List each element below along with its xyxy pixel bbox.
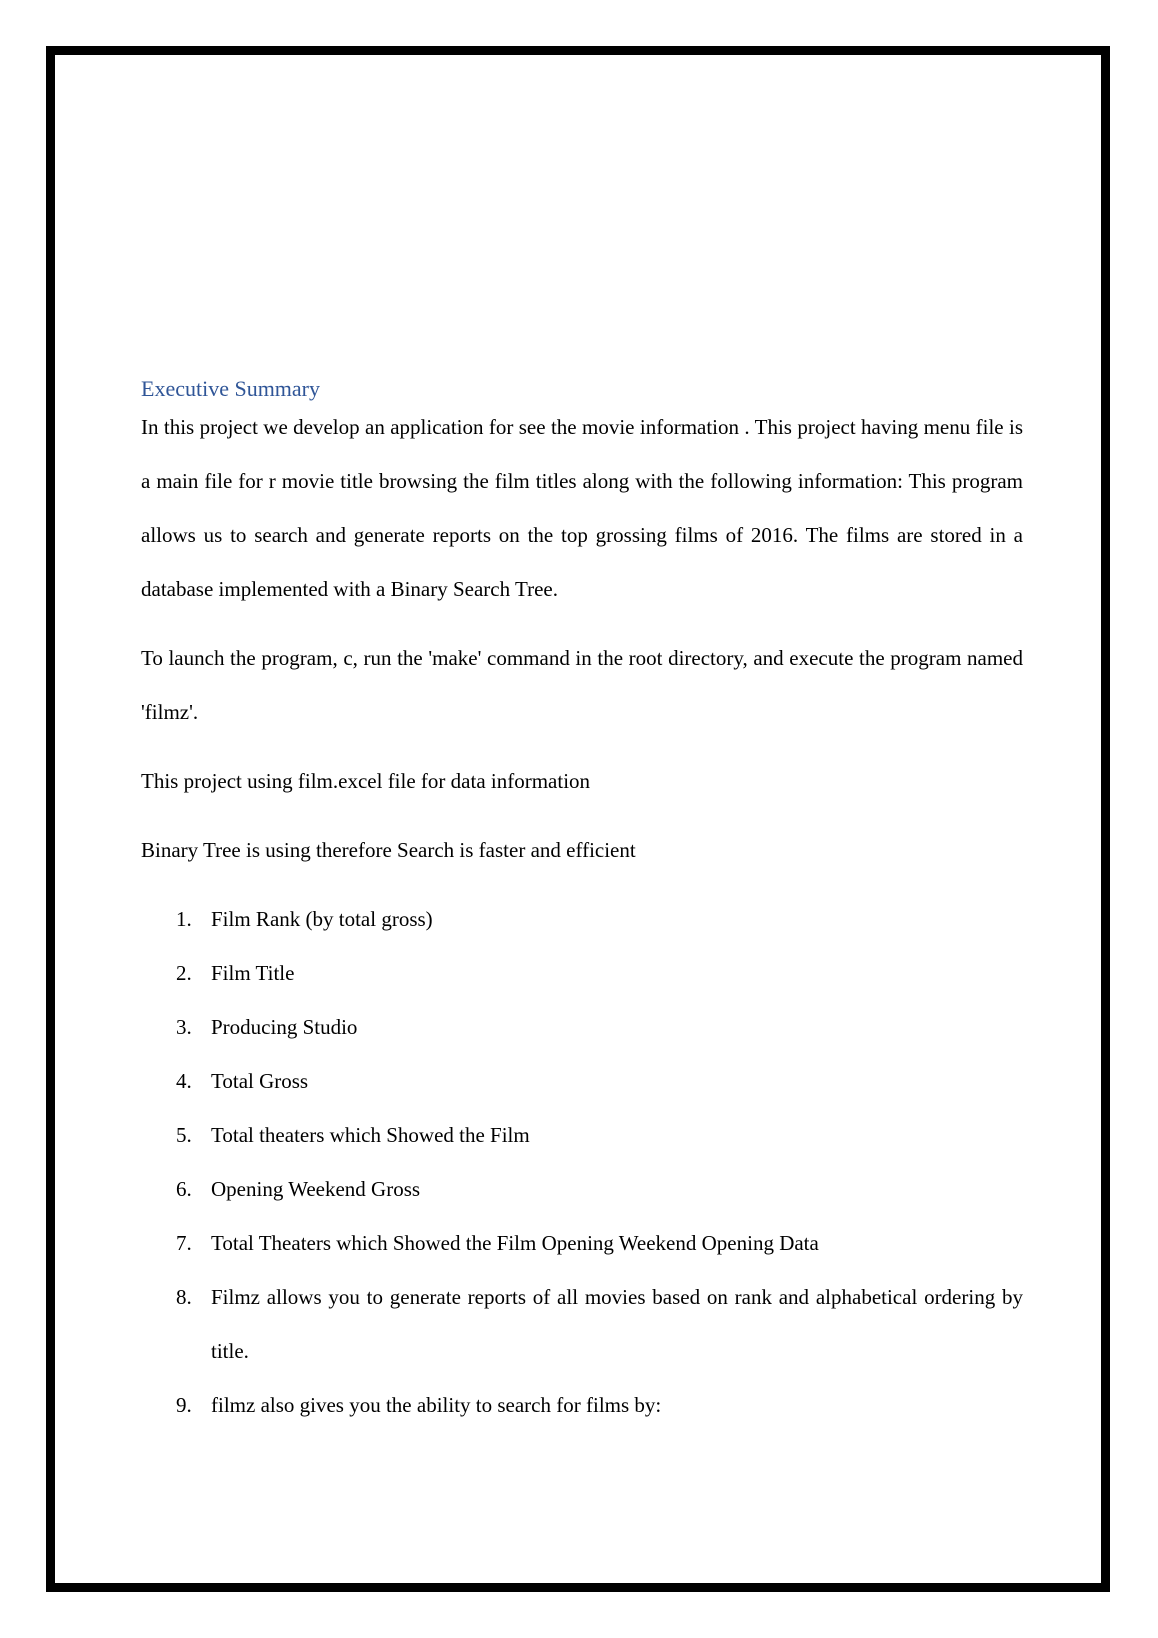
list-item-text: Total Gross [211, 1069, 309, 1093]
list-item-number: 3. [176, 1015, 192, 1039]
list-item [141, 1162, 1023, 1216]
list-item-number: 8. [176, 1285, 192, 1309]
list-item-number: 4. [176, 1069, 192, 1093]
list-item-text: Total theaters which Showed the Film [211, 1123, 530, 1147]
list-item [141, 1216, 1023, 1270]
list-item-number: 7. [176, 1231, 192, 1255]
list-item [141, 892, 1023, 946]
list-item [141, 1108, 1023, 1162]
list-item-text: Filmz allows you to generate reports of all movies based on rank and alphabetical ordering by title. [211, 1285, 1023, 1363]
list-item [141, 1270, 1023, 1378]
list-item-number: 9. [176, 1393, 192, 1417]
list-item-number: 1. [176, 907, 192, 931]
list-item-text: Film Title [211, 961, 295, 985]
list-item [141, 1000, 1023, 1054]
paragraph-data-file: This project using film.excel file for data information [141, 769, 591, 793]
section-heading: Executive Summary [141, 376, 321, 401]
document-body [141, 372, 1023, 1432]
list-item-text: Total Theaters which Showed the Film Opening Weekend Opening Data [211, 1231, 819, 1255]
feature-list [141, 892, 1023, 1432]
list-item [141, 1378, 1023, 1432]
list-item-number: 2. [176, 961, 192, 985]
paragraph-launch: To launch the program, c, run the 'make' command in the root directory, and execute the program named 'filmz'. [141, 646, 1023, 724]
list-item-number: 6. [176, 1177, 192, 1201]
list-item-text: Opening Weekend Gross [211, 1177, 421, 1201]
list-item-number: 5. [176, 1123, 192, 1147]
list-item-text: filmz also gives you the ability to search for films by: [211, 1393, 662, 1417]
list-item-text: Producing Studio [211, 1015, 358, 1039]
list-item [141, 946, 1023, 1000]
paragraph-intro: In this project we develop an application for see the movie information . This project having menu file is a main file for r movie title browsing the film titles along with the following information: This program allows us to search and generate reports on the top grossing films of 2016. The films are stored in a database implemented with a Binary Search Tree. [141, 415, 1023, 601]
paragraph-binary-tree: Binary Tree is using therefore Search is faster and efficient [141, 838, 636, 862]
list-item-text: Film Rank (by total gross) [211, 907, 433, 931]
list-item [141, 1054, 1023, 1108]
